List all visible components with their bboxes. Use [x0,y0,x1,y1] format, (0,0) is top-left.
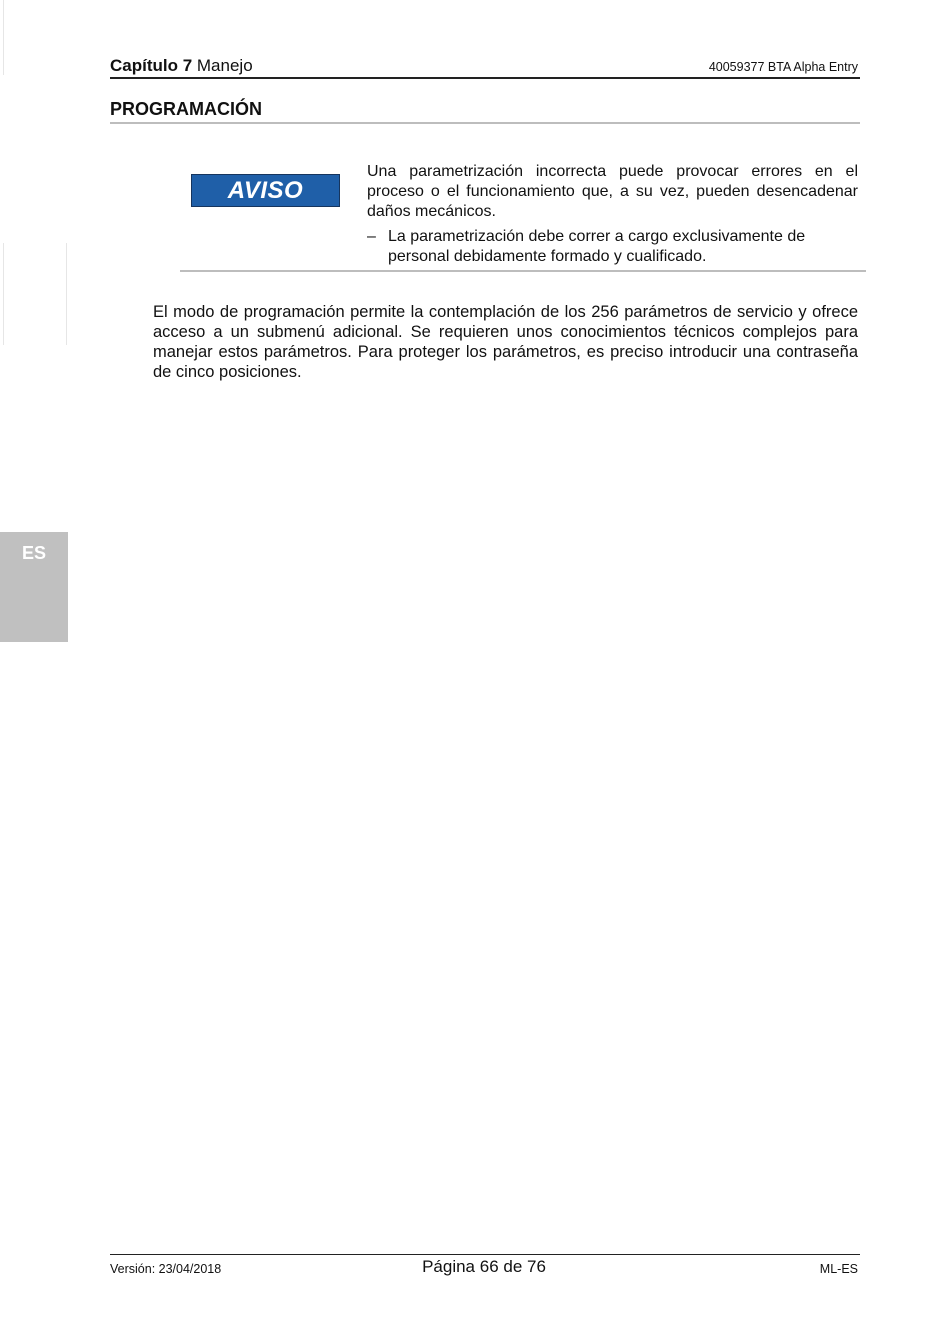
body-paragraph: El modo de programación permite la contemplación de los 256 parámetros de servicio y ofrece acceso a un submenú adicional. Se requieren unos conocimientos técnicos complejos para manejar estos parámetros. Para proteger los parámetros, es preciso introducir una contraseña de cinco posiciones. [153,303,858,381]
notice-divider [180,270,866,272]
chapter-label: Capítulo 7 [110,56,193,75]
header-divider [110,77,860,79]
footer-page-number: Página 66 de 76 [422,1257,546,1276]
notice-text: Una parametrización incorrecta puede provocar errores en el proceso o el funcionamiento que, a su vez, pueden desencadenar daños mecánicos. [367,163,858,220]
language-tab-label: ES [21,543,46,563]
bullet-dash: – [367,228,376,245]
footer-code: ML-ES [819,1262,858,1276]
margin-guide-line [3,0,4,75]
footer-divider [110,1254,860,1255]
notice-bullet-item [367,227,858,267]
notice-bullet-text: La parametrización debe correr a cargo exclusivamente de personal debidamente formado y cualificado. [388,228,806,265]
chapter-name: Manejo [192,56,253,75]
section-divider [110,122,860,124]
page-header-chapter [110,55,253,77]
section-title: PROGRAMACIÓN [110,99,262,119]
document-id: 40059377 BTA Alpha Entry [708,60,858,74]
footer-version: Versión: 23/04/2018 [110,1262,222,1276]
margin-guide-line [3,243,4,345]
margin-guide-line [66,243,67,345]
notice-badge: AVISO [191,174,340,207]
